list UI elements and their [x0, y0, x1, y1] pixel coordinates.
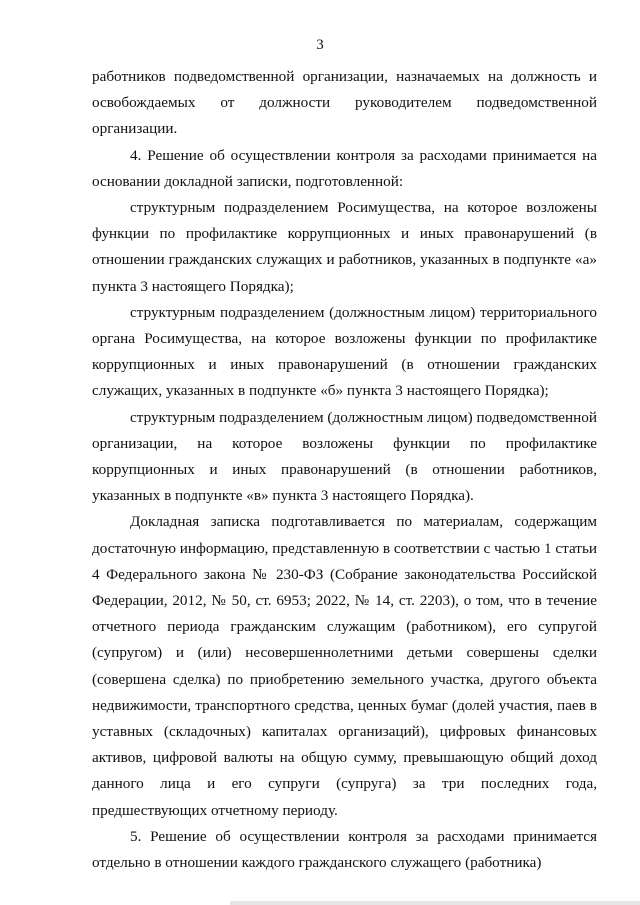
paragraph-subitem-territorial-organ: структурным подразделением (должностным лицом) территориального органа Росимущества, на которое возложены функции по профилактике коррупционных и иных правонарушений (в отношении гражданских служащих, указанных в подпункте «б» пункта 3 настоящего Порядка); — [92, 303, 597, 400]
page-bottom-edge — [230, 901, 640, 905]
paragraph-continuation: работников подведомственной организации, назначаемых на должность и освобождаемых от должности руководителем подведомственной организации. — [92, 68, 597, 138]
document-body — [92, 64, 597, 876]
paragraph-memo-basis: Докладная записка подготавливается по материалам, содержащим достаточную информацию, представленную в соответствии с частью 1 статьи 4 Федерального закона № 230-ФЗ (Собрание законодательства Российской Федерации, 2012, № 50, ст. 6953; 2022, № 14, ст. 2203), о том, что в течение отчетного периода гражданским служащим (работником), его супругой (супругом) и (или) несовершеннолетними детьми совершены сделки (совершена сделка) по приобретению земельного участка, другого объекта недвижимости, транспортного средства, ценных бумаг (долей участия, паев в уставных (складочных) капиталах организаций), цифровых финансовых активов, цифровой валюты на общую сумму, превышающую общий доход данного лица и его супруги (супруга) за три последних года, предшествующих отчетному периоду. — [92, 513, 597, 819]
paragraph-subitem-rosimushchestvo: структурным подразделением Росимущества, на которое возложены функции по профилактике коррупционных и иных правонарушений (в отношении гражданских служащих и работников, указанных в подпункте «а» пункта 3 настоящего Порядка); — [92, 199, 597, 295]
paragraph-subitem-subordinate-org: структурным подразделением (должностным лицом) подведомственной организации, на которое возложены функции по профилактике коррупционных и иных правонарушений (в отношении работников, указанных в подпункте «в» пункта 3 настоящего Порядка). — [92, 408, 597, 505]
paragraph-item-5: 5. Решение об осуществлении контроля за расходами принимается отдельно в отношении каждого гражданского служащего (работника) — [92, 827, 597, 872]
paragraph-item-4: 4. Решение об осуществлении контроля за расходами принимается на основании докладной записки, подготовленной: — [92, 146, 597, 190]
page-number: 3 — [316, 37, 324, 53]
